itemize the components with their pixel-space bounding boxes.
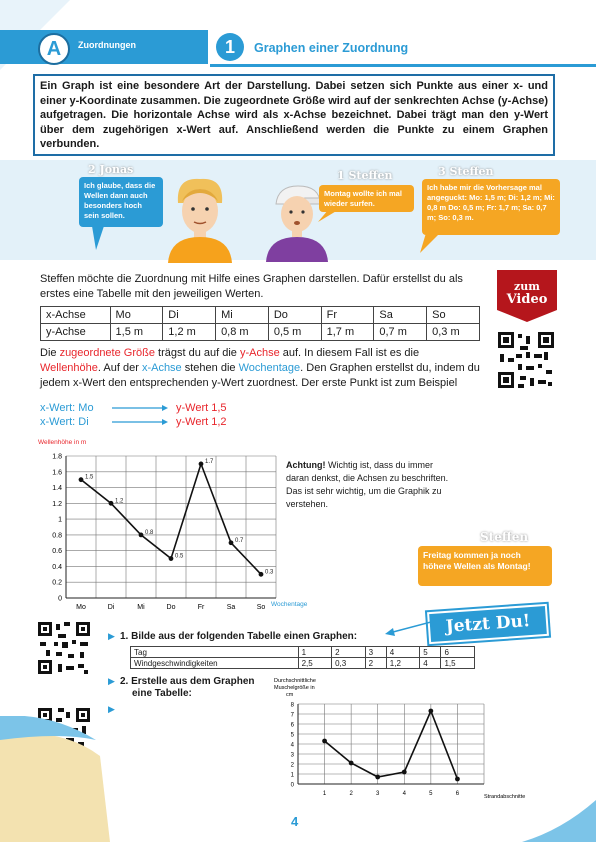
y-tick-label: 1.8 [52, 453, 62, 461]
table-header-y: y-Achse [41, 324, 111, 341]
y-axis-title-line3: cm [286, 692, 294, 698]
y-axis-title-line2: Muschelgröße in [274, 685, 315, 691]
qr-pointer-1: ▶ [108, 631, 115, 641]
shell-size-chart [272, 676, 572, 802]
text-run: trägst du auf die [154, 347, 240, 359]
y-tick-label: 0.6 [52, 548, 62, 556]
task2-title-line1: 2. Erstelle aus dem Graphen [120, 676, 255, 687]
y-tick-label: 1.4 [52, 485, 62, 493]
table-cell: Fr [321, 307, 374, 324]
comic-name-steffen-1: 1 Steffen [337, 169, 393, 182]
table-cell: 6 [441, 647, 475, 658]
table-cell: 4 [386, 647, 420, 658]
header-underline [210, 64, 596, 67]
chapter-title: Graphen einer Zuordnung [254, 41, 409, 55]
data-point [199, 461, 204, 466]
x-tick-label: Di [107, 604, 115, 611]
table-cell: 1,7 m [321, 324, 374, 341]
data-point [229, 540, 234, 545]
data-point [322, 739, 327, 744]
y-tick-label: 3 [290, 752, 294, 759]
speech-tail-steffen-3 [420, 233, 440, 253]
y-tick-label: 0 [58, 595, 62, 603]
data-point [375, 775, 380, 780]
data-point [402, 770, 407, 775]
table-cell: 5 [420, 647, 441, 658]
table-cell: 4 [420, 658, 441, 669]
data-point [169, 556, 174, 561]
y-axis-title-line1: Durchschnittliche [274, 678, 316, 684]
x-tick-label: So [256, 604, 266, 611]
y-tick-label: 8 [290, 702, 294, 709]
y-tick-label: 4 [290, 742, 294, 749]
table-cell: 0,3 [332, 658, 366, 669]
example2-x: x-Wert: Di [40, 416, 89, 428]
table-cell: Mi [216, 307, 269, 324]
example-arrows-icon [110, 402, 170, 430]
table-cell: 1,2 m [163, 324, 216, 341]
y-tick-label: 1.2 [52, 500, 62, 508]
x-tick-label: Fr [197, 604, 205, 611]
comic-name-jonas: 2 Jonas [88, 163, 134, 176]
section-letter-badge: A [38, 33, 70, 65]
table-cell: 1,5 m [110, 324, 163, 341]
data-label: 1.5 [85, 474, 94, 481]
table-row-y [41, 324, 480, 341]
y-tick-label: 5 [290, 732, 294, 739]
highlight-weekdays: Wochentage [238, 362, 301, 374]
table-cell: 0,8 m [216, 324, 269, 341]
video-badge-label[interactable] [497, 280, 557, 306]
speech-bubble-steffen-1: Montag wollte ich mal wieder surfen. [319, 185, 414, 212]
table-cell: Do [268, 307, 321, 324]
highlight-x-axis: x-Achse [141, 362, 182, 374]
values-table [40, 306, 480, 341]
task2-title [120, 676, 255, 700]
jonas-figure-icon [160, 175, 240, 263]
qr-pointer-2: ▶ [108, 676, 115, 686]
y-tick-label: 0 [290, 782, 294, 789]
x-tick-label: 4 [402, 791, 406, 797]
x-tick-label: Do [166, 604, 176, 611]
series-line [325, 711, 458, 779]
data-label: 0.3 [265, 569, 274, 576]
x-axis-title: Strandabschnitte [484, 794, 526, 800]
comic-name-steffen-3: 3 Steffen [438, 165, 494, 178]
data-label: 1.7 [205, 458, 214, 465]
y-tick-label: 1 [290, 772, 294, 779]
x-tick-label: 3 [376, 791, 380, 797]
table-cell: 0,3 m [427, 324, 480, 341]
example1-x: x-Wert: Mo [40, 402, 94, 414]
data-point [455, 777, 460, 782]
data-point [109, 501, 114, 506]
example1-y: y-Wert 1,5 [176, 402, 227, 414]
table-cell: 0,7 m [374, 324, 427, 341]
highlight-wave-height: Wellenhöhe [40, 362, 98, 374]
x-tick-label: 1 [322, 791, 327, 797]
table-row [131, 658, 475, 669]
hint-body: Wichtig ist, dass du immer daran denkst, die Achsen zu beschriften. Das ist sehr wichtig, um die Graphik zu verstehen. [286, 460, 449, 509]
x-tick-label: 6 [455, 791, 460, 797]
wave-decoration [0, 716, 110, 842]
chapter-number-badge: 1 [216, 33, 244, 61]
x-tick-label: 5 [429, 791, 433, 797]
table-cell: 1 [298, 647, 332, 658]
qr-code-task1[interactable] [36, 620, 92, 676]
table-cell: 3 [365, 647, 386, 658]
speech-tail-steffen-1 [318, 210, 338, 222]
definition-box: Ein Graph ist eine besondere Art der Darstellung. Dabei setzen sich Punkte aus einer x- und einer y-Koordinate zusammen. Die zugeordnete Größe wird auf der senkrechten Achse (y-Achse) aufgetragen. Die horizontale Achse wird als x-Achse bezeichnet. Dabei trägt man den y-Wert über dem zugehörigen x-Wert auf. Anschließend werden die Punkte zu einem Graphen verbunden. [33, 74, 555, 156]
table-cell: Mo [110, 307, 163, 324]
note-name-steffen: Steffen [480, 530, 529, 544]
speech-bubble-jonas: Ich glaube, dass die Wellen dann auch besonders hoch sein sollen. [79, 177, 163, 227]
text-run: Die [40, 347, 60, 359]
y-tick-label: 0.2 [52, 579, 62, 587]
corner-decoration [522, 800, 596, 842]
x-axis-title: Wochentage [271, 601, 308, 608]
text-run: . Auf der [97, 362, 142, 374]
task2-title-line2: eine Tabelle: [132, 688, 192, 699]
video-label-line2: Video [506, 292, 548, 307]
table-cell: Sa [374, 307, 427, 324]
jetzt-du-arrow-icon [385, 620, 431, 636]
page-number: 4 [291, 814, 299, 829]
y-tick-label: 2 [290, 762, 294, 769]
y-tick-label: 6 [290, 722, 294, 729]
video-label-line1: zum [514, 280, 540, 293]
y-tick-label: 0.8 [52, 532, 62, 540]
data-label: 0.7 [235, 537, 244, 544]
data-label: 1.2 [115, 498, 124, 505]
y-tick-label: 1.6 [52, 469, 62, 477]
wave-height-chart [28, 436, 328, 612]
y-tick-label: 1 [58, 516, 62, 524]
task1-table [130, 646, 475, 669]
table-cell: 2 [365, 658, 386, 669]
note-steffen: Freitag kommen ja noch höhere Wellen als Montag! [418, 546, 552, 586]
table-header-x: x-Achse [41, 307, 111, 324]
hint-text [286, 459, 451, 511]
table-cell: So [427, 307, 480, 324]
data-label: 0.8 [145, 529, 154, 536]
x-tick-label: 2 [349, 791, 353, 797]
table-cell: 2 [332, 647, 366, 658]
y-tick-label: 7 [290, 712, 294, 719]
x-tick-label: Mo [76, 604, 86, 611]
data-point [139, 532, 144, 537]
table-cell: 1,5 [441, 658, 475, 669]
explanation-text [40, 346, 482, 391]
table-cell: 1,2 [386, 658, 420, 669]
data-point [349, 761, 354, 766]
text-run: . Den Graphen erstellst du, indem du jedem x-Wert den entsprechenden y-Wert zuordnest. Der erste Punkt ist zum Beispiel [40, 362, 480, 389]
speech-tail-jonas [90, 226, 104, 250]
section-label: Zuordnungen [78, 40, 136, 50]
data-point [428, 709, 433, 714]
table-header: Windgeschwindigkeiten [131, 658, 299, 669]
task1-title: 1. Bilde aus der folgenden Tabelle einen Graphen: [120, 631, 358, 642]
instruction-text: Steffen möchte die Zuordnung mit Hilfe eines Graphen darstellen. Dafür erstellst du als erstes eine Tabelle mit den jeweiligen Werten. [40, 273, 463, 300]
data-label: 0.5 [175, 553, 184, 560]
table-cell: 2,5 [298, 658, 332, 669]
data-point [79, 477, 84, 482]
table-header: Tag [131, 647, 299, 658]
example2-y: y-Wert 1,2 [176, 416, 227, 428]
highlight-y-axis: y-Achse [239, 347, 280, 359]
hint-bold: Achtung! [286, 460, 326, 470]
table-cell: Di [163, 307, 216, 324]
text-run: stehen die [181, 362, 239, 374]
speech-bubble-steffen-3: Ich habe mir die Vorhersage mal angeguckt: Mo: 1,5 m; Di: 1,2 m; Mi: 0,8 m Do: 0,5 m; Fr: 1,7 m; Sa: 0,7 m; So: 0,3 m. [422, 179, 560, 235]
text-run: auf. In diesem Fall ist es die [279, 347, 420, 359]
table-cell: 0,5 m [268, 324, 321, 341]
data-point [259, 572, 264, 577]
highlight-assigned-size: zugeordnete Größe [59, 347, 155, 359]
table-row-x [41, 307, 480, 324]
qr-pointer-3: ▶ [108, 704, 115, 714]
table-row [131, 647, 475, 658]
x-tick-label: Mi [137, 604, 145, 611]
jetzt-du-banner: Jetzt Du! [427, 604, 549, 644]
y-axis-title: Wellenhöhe in m [38, 439, 87, 446]
y-tick-label: 0.4 [52, 563, 62, 571]
x-tick-label: Sa [226, 604, 236, 611]
qr-code-video[interactable] [496, 330, 556, 390]
